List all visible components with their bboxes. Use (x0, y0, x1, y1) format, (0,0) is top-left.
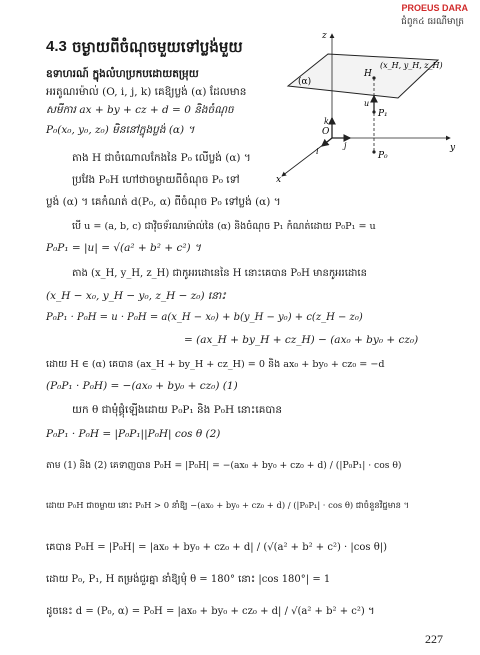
label-H: H (364, 69, 372, 79)
text-line: តាង H ជាចំណោលកែងនៃ P₀ លើប្លង់ (α) ។ (72, 152, 251, 164)
label-alpha: (α) (298, 77, 312, 87)
conclusion-line: ដូចនេះ d = (P₀, α) = P₀H = |ax₀ + by₀ + cz₀ + d| / √(a² + b² + c²) ។ (46, 606, 375, 617)
equation-line: P₀P₁ · P₀H = u · P₀H = a(x_H − x₀) + b(y_H − y₀) + c(z_H − z₀) (46, 312, 363, 323)
text-line: តាង (x_H, y_H, z_H) ជាកូអរដោនេនៃ H នោះគេបាន P₀H មានកូអរដោនេ (72, 268, 367, 279)
label-coord: (x_H, y_H, z_H) (380, 61, 443, 70)
label-z: z (322, 31, 327, 41)
text-line: (x_H − x₀, y_H − y₀, z_H − z₀) នោះ (46, 290, 226, 302)
text-line: តាម (1) និង (2) គេទាញបាន P₀H = |P₀H| = −(ax₀ + by₀ + cz₀ + d) / (|P₀P₁| · cos θ) (46, 460, 402, 471)
chapter-header: ជំពូក៤ ធរណីមាត្រ (401, 17, 464, 27)
text-line: យក θ ជាមុំផ្គុំឡើងដោយ P₀P₁ និង P₀H នោះគេបាន (72, 404, 283, 416)
label-k: k (324, 117, 329, 126)
text-line: ដោយ P₀, P₁, H តម្រង់ជួរគ្នា នាំឱ្យមុំ θ = 180° នោះ |cos 180°| = 1 (46, 574, 331, 585)
label-i: i (316, 147, 319, 156)
page-number: 227 (425, 632, 443, 646)
equation-line: = (ax_H + by_H + cz_H) − (ax₀ + by₀ + cz₀) (184, 334, 419, 346)
label-P0: P₀ (378, 151, 388, 161)
label-P1: P₁ (378, 109, 388, 119)
text-line: P₀(x₀, y₀, z₀) មិននៅក្នុងប្លង់ (α) ។ (46, 124, 195, 136)
label-y: y (450, 143, 456, 153)
plane-distance-figure (268, 26, 468, 186)
label-u: u (364, 99, 370, 108)
equation-line: P₀P₁ · P₀H = |P₀P₁||P₀H| cos θ (2) (46, 428, 221, 440)
label-j: j (344, 141, 347, 150)
brand-label: PROEUS DARA (401, 3, 468, 13)
i-vector (322, 138, 332, 146)
text-line: P₀P₁ = |u| = √(a² + b² + c²) ។ (46, 242, 201, 254)
text-line: ប្រវែង P₀H ហៅថាចម្ងាយពីចំណុច P₀ ទៅ (72, 174, 240, 186)
text-line: បើ u = (a, b, c) ជាវ៉ិចទ័រណរម៉ាល់នៃ (α) និងចំណុច P₁ កំណត់ដោយ P₀P₁ = u (72, 221, 376, 232)
point-H (372, 76, 375, 79)
equation-line: គេបាន P₀H = |P₀H| = |ax₀ + by₀ + cz₀ + d| / (√(a² + b² + c²) · |cos θ|) (46, 542, 387, 553)
text-line: សមីការ ax + by + cz + d = 0 និងចំណុច (46, 104, 234, 116)
text-line: ប្លង់ (α) ។ គេកំណត់ d(P₀, α) ពីចំណុច P₀ ទៅប្លង់ (α) ។ (46, 196, 281, 208)
text-line: អរតូណរម៉ាល់ (O, i, j, k) គេឱ្យប្លង់ (α) ដែលមាន (46, 86, 247, 98)
text-line: ដោយ H ∈ (α) គេបាន (ax_H + by_H + cz_H) = 0 និង ax₀ + by₀ + cz₀ = −d (46, 359, 385, 370)
section-title: ចម្ងាយពីចំណុចមួយទៅប្លង់មួយ (72, 38, 243, 56)
text-line: ដោយ P₀H ជាចម្ងាយ នោះ P₀H > 0 នាំឱ្យ −(ax₀ + by₀ + cz₀ + d) / (|P₀P₁| · cos θ) ជាចំនួនវិជ្ជមាន ។ (46, 500, 410, 510)
point-P1 (372, 110, 375, 113)
example-heading: ឧទាហរណ៍ ក្នុងលំហប្រកបដោយតម្រុយ (46, 68, 199, 80)
point-P0 (372, 150, 375, 153)
section-number: 4.3 (46, 38, 67, 55)
label-O: O (322, 127, 330, 137)
equation-line: (P₀P₁ · P₀H) = −(ax₀ + by₀ + cz₀) (1) (46, 380, 238, 392)
label-x: x (276, 175, 282, 185)
